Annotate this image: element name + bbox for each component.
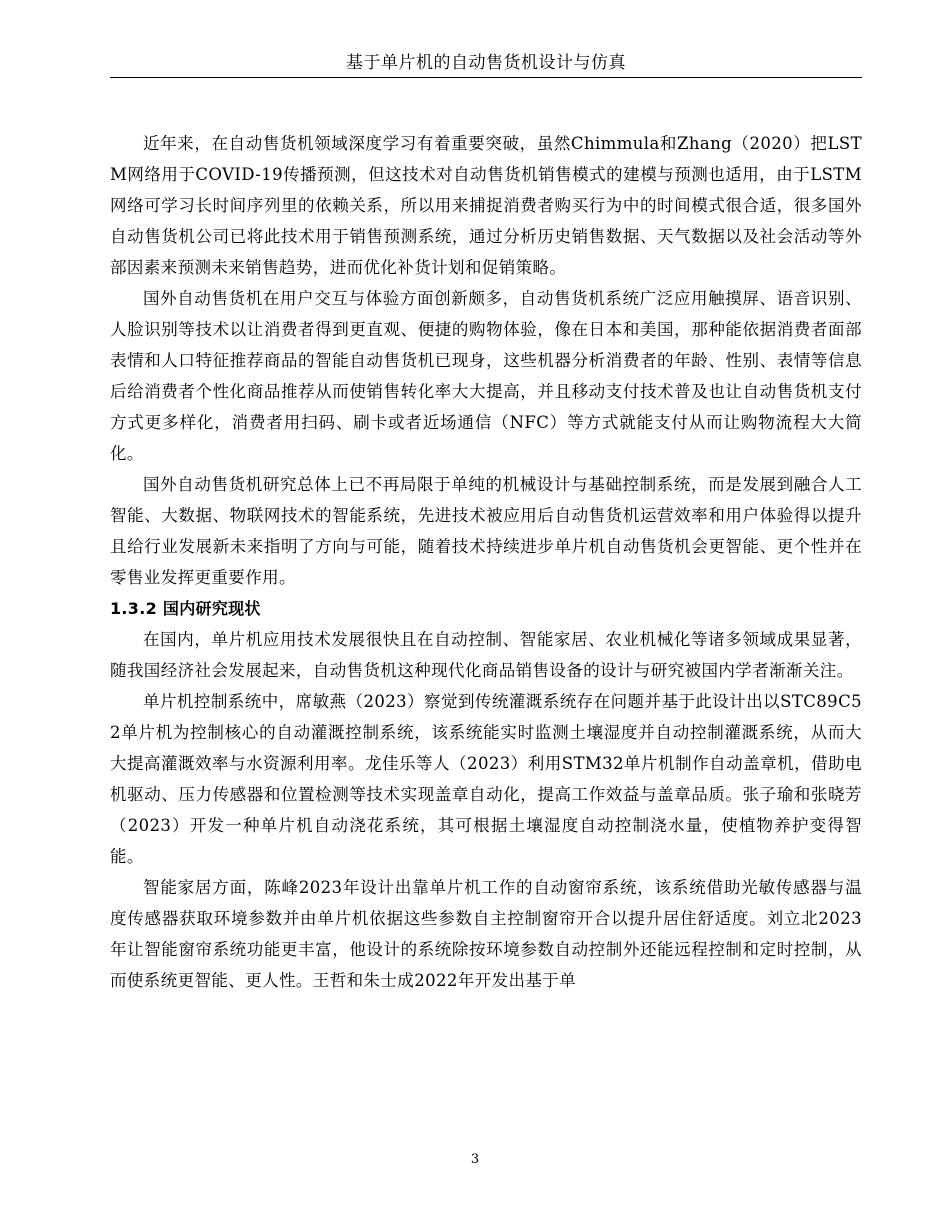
- paragraph-mcu-control: 单片机控制系统中，席敏燕（2023）察觉到传统灌溉系统存在问题并基于此设计出以STC89C52单片机为控制核心的自动灌溉控制系统，该系统能实时监测土壤湿度并自动控制灌溉系统，从而大大提高灌溉效率与水资源利用率。龙佳乐等人（2023）利用STM32单片机制作自动盖章机，借助电机驱动、压力传感器和位置检测等技术实现盖章自动化，提高工作效益与盖章品质。张子瑜和张晓芳（2023）开发一种单片机自动浇花系统，其可根据土壤湿度自动控制浇水量，使植物养护变得智能。: [110, 692, 862, 866]
- paragraph-user-interaction: 国外自动售货机在用户交互与体验方面创新颇多，自动售货机系统广泛应用触摸屏、语音识别、人脸识别等技术以让消费者得到更直观、便捷的购物体验，像在日本和美国，那种能依据消费者面部表情和人口特征推荐商品的智能自动售货机已现身，这些机器分析消费者的年龄、性别、表情等信息后给消费者个性化商品推荐从而使销售转化率大大提高，并且移动支付技术普及也让自动售货机支付方式更多样化，消费者用扫码、刷卡或者近场通信（NFC）等方式就能支付从而让购物流程大大简化。: [110, 289, 862, 463]
- paragraph-smart-home: 智能家居方面，陈峰2023年设计出靠单片机工作的自动窗帘系统，该系统借助光敏传感器与温度传感器获取环境参数并由单片机依据这些参数自主控制窗帘开合以提升居住舒适度。刘立北2023年让智能窗帘系统功能更丰富，他设计的系统除按环境参数自动控制外还能远程控制和定时控制，从而使系统更智能、更人性。王哲和朱士成2022年开发出基于单: [110, 878, 862, 990]
- page-number: 3: [470, 1152, 480, 1167]
- header-divider: [110, 77, 862, 78]
- section-heading-domestic-research: 1.3.2 国内研究现状: [110, 599, 261, 618]
- paragraph-deep-learning: 近年来，在自动售货机领域深度学习有着重要突破，虽然Chimmula和Zhang（2020）把LSTM网络用于COVID-19传播预测，但这技术对自动售货机销售模式的建模与预测也适用，由于LSTM网络可学习长时间序列里的依赖关系，所以用来捕捉消费者购买行为中的时间模式很合适，很多国外自动售货机公司已将此技术用于销售预测系统，通过分析历史销售数据、天气数据以及社会活动等外部因素来预测未来销售趋势，进而优化补货计划和促销策略。: [110, 134, 862, 277]
- paragraph-foreign-summary: 国外自动售货机研究总体上已不再局限于单纯的机械设计与基础控制系统，而是发展到融合人工智能、大数据、物联网技术的智能系统，先进技术被应用后自动售货机运营效率和用户体验得以提升且给行业发展新未来指明了方向与可能，随着技术持续进步单片机自动售货机会更智能、更个性并在零售业发挥更重要作用。: [110, 475, 862, 587]
- paragraph-domestic-intro: 在国内，单片机应用技术发展很快且在自动控制、智能家居、农业机械化等诸多领域成果显著，随我国经济社会发展起来，自动售货机这种现代化商品销售设备的设计与研究被国内学者渐渐关注。: [110, 630, 862, 680]
- page-header: 基于单片机的自动售货机设计与仿真: [346, 53, 626, 73]
- document-body: [110, 128, 862, 996]
